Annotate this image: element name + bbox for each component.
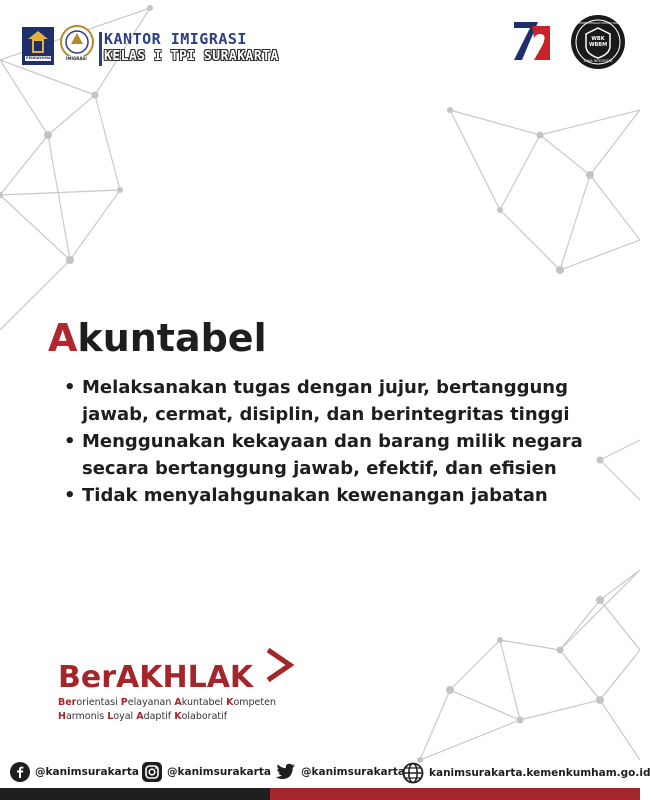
office-name <box>104 30 279 66</box>
tag-initial: K <box>174 711 182 722</box>
badge-center-text: WBK WBBM <box>588 36 608 48</box>
tag-initial: A <box>136 711 144 722</box>
tag-initial: P <box>120 697 128 708</box>
tag-word: oyal <box>113 711 137 722</box>
twitter-icon <box>274 762 296 782</box>
pengayoman-logo <box>22 27 54 65</box>
tag-initial: L <box>107 711 114 722</box>
wbk-wbbm-badge <box>570 14 626 70</box>
badge-bottom-text: ZONA INTEGRITAS <box>583 59 613 63</box>
title-accent-letter: A <box>48 316 78 360</box>
globe-icon <box>402 762 424 784</box>
badge-top-text: KEMENTERIAN HUKUM DAN HAM <box>578 21 628 25</box>
zona-integritas-logo <box>512 16 552 68</box>
berakhlak-wordmark <box>58 660 276 695</box>
office-line-2: KELAS I TPI SURAKARTA <box>104 49 279 64</box>
pengayoman-caption: PENGAYOMAN <box>26 56 54 60</box>
list-item: • Tidak menyalahgunakan kewenangan jabatan <box>64 482 624 509</box>
instagram-icon <box>142 762 162 782</box>
berakhlak-logo <box>58 660 276 723</box>
bottom-color-bar <box>0 788 640 800</box>
value-points <box>64 374 624 509</box>
tag-word: kuntabel <box>181 697 227 708</box>
website-link[interactable] <box>402 762 651 784</box>
facebook-handle: @kanimsurakarta <box>35 766 139 778</box>
instagram-handle: @kanimsurakarta <box>167 766 271 778</box>
tag-word: olaboratif <box>181 711 228 722</box>
tag-initial: H <box>58 711 66 722</box>
office-line-1: KANTOR IMIGRASI <box>104 30 247 48</box>
facebook-link[interactable] <box>10 762 139 782</box>
wordmark-accent: Ber <box>58 660 117 695</box>
imigrasi-logo <box>58 24 96 64</box>
title-rest: kuntabel <box>77 316 267 360</box>
berakhlak-tagline-1 <box>58 697 276 709</box>
berakhlak-tagline-2 <box>58 711 276 723</box>
tag-word: ompeten <box>233 697 276 708</box>
tag-word: orientasi <box>76 697 121 708</box>
tag-word: elayanan <box>127 697 175 708</box>
tag-initial: A <box>174 697 182 708</box>
tag-initial: K <box>226 697 234 708</box>
bottom-bar-red <box>270 788 640 800</box>
imigrasi-caption: IMIGRASI <box>66 56 87 61</box>
tag-initial: Ber <box>58 697 77 708</box>
twitter-link[interactable] <box>274 762 405 782</box>
chevron-icon <box>264 648 294 682</box>
wordmark-rest: AKHLAK <box>116 660 254 695</box>
tag-word: daptif <box>143 711 175 722</box>
page-title <box>48 316 267 360</box>
social-footer <box>0 754 651 790</box>
instagram-link[interactable] <box>142 762 271 782</box>
twitter-handle: @kanimsurakarta <box>301 766 405 778</box>
list-item: • Melaksanakan tugas dengan jujur, bertanggung jawab, cermat, disiplin, dan berintegritas tinggi <box>64 374 624 428</box>
list-item: • Menggunakan kekayaan dan barang milik negara secara bertanggung jawab, efektif, dan efisien <box>64 428 624 482</box>
website-url: kanimsurakarta.kemenkumham.go.id <box>429 767 651 779</box>
facebook-icon <box>10 762 30 782</box>
office-divider <box>99 32 102 66</box>
bottom-bar-dark <box>0 788 270 800</box>
tag-word: armonis <box>65 711 108 722</box>
